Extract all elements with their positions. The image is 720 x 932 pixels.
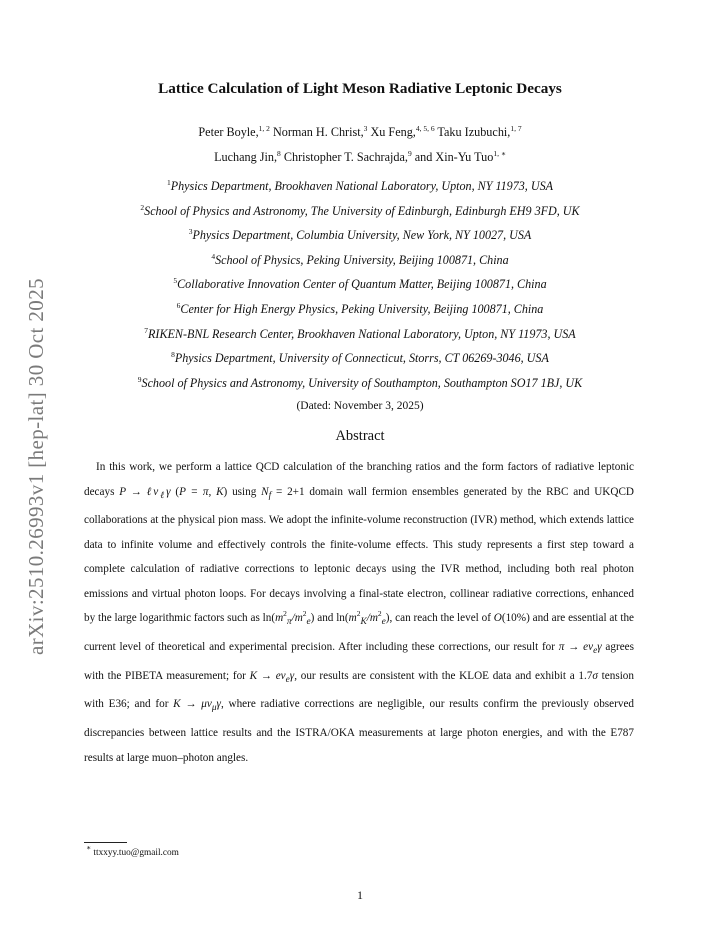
- affiliation-number: 8: [171, 350, 175, 360]
- math-meson: P = π, K: [179, 485, 224, 498]
- math-subscript: e: [593, 646, 598, 657]
- affiliation-text: School of Physics and Astronomy, The University of Edinburgh, Edinburgh EH9 3FD, UK: [144, 203, 580, 218]
- math-decay: P → ℓν: [119, 485, 159, 498]
- affiliation-item: [70, 248, 650, 273]
- math-subscript: π: [286, 617, 292, 628]
- math-mass: m: [275, 612, 284, 625]
- footnote-email-link[interactable]: ttxxyy.tuo@gmail.com: [91, 848, 179, 858]
- date-line: (Dated: November 3, 2025): [296, 400, 424, 412]
- math-photon: γ: [166, 485, 171, 498]
- author-affiliation-mark: 3: [363, 124, 368, 133]
- math-decay: K → eν: [249, 669, 286, 682]
- abstract-text: ), can reach the level of: [385, 612, 494, 625]
- author-name: Christopher T. Sachrajda,: [280, 150, 408, 164]
- affiliation-text: Physics Department, Columbia University, New York, NY 10027, USA: [192, 228, 532, 243]
- math-subscript: e: [306, 617, 311, 628]
- abstract-text: ) and ln(: [310, 612, 349, 625]
- affiliation-text: School of Physics, Peking University, Beijing 100871, China: [215, 252, 509, 267]
- affiliation-number: 7: [144, 325, 149, 335]
- arxiv-identifier-stamp[interactable]: arXiv:2510.26993v1 [hep-lat] 30 Oct 2025: [24, 277, 48, 655]
- author-name: Peter Boyle,: [198, 125, 259, 139]
- math-subscript: e: [285, 674, 290, 685]
- abstract-text: In this work, we perform a lattice QCD calculation of the branching ratios and the form factors of radiative leptonic decays: [84, 461, 634, 498]
- math-decay: K → μν: [173, 698, 212, 711]
- math-photon: γ: [216, 698, 221, 711]
- math-mass: /m: [366, 612, 378, 625]
- affiliation-text: RIKEN-BNL Research Center, Brookhaven National Laboratory, Upton, NY 11973, USA: [148, 326, 576, 341]
- abstract-text: (: [170, 485, 180, 498]
- affiliation-text: Center for High Energy Physics, Peking University, Beijing 100871, China: [180, 301, 544, 316]
- math-photon: γ: [289, 669, 295, 682]
- affiliation-item: [70, 297, 650, 322]
- math-subscript: e: [381, 617, 386, 628]
- math-decay: π → eν: [558, 640, 594, 653]
- math-sigma: σ: [592, 669, 598, 682]
- affiliation-number: 1: [166, 178, 171, 187]
- affiliation-item: [70, 223, 650, 248]
- affiliation-item: [70, 174, 650, 199]
- math-photon: γ: [597, 640, 602, 653]
- math-square: 2: [356, 609, 361, 619]
- author-list: [70, 120, 650, 170]
- page-number: 1: [357, 888, 363, 902]
- affiliation-number: 3: [188, 227, 193, 237]
- math-square: 2: [283, 609, 287, 619]
- math-mass: m: [348, 612, 357, 625]
- affiliation-number: 5: [173, 276, 178, 286]
- footnote-mark: ∗: [86, 843, 92, 852]
- author-line-1: [70, 120, 650, 145]
- affiliation-text: Physics Department, University of Connecticut, Storrs, CT 06269-3046, USA: [174, 351, 549, 366]
- author-affiliation-mark: 1, ∗: [493, 149, 506, 158]
- author-line-2: [70, 145, 650, 170]
- math-square: 2: [377, 609, 382, 619]
- math-subscript: μ: [211, 703, 217, 714]
- author-name: Norman H. Christ,: [269, 125, 364, 139]
- footnote: [86, 843, 179, 858]
- abstract-text: = 2+1 domain wall fermion ensembles generated by the RBC and UKQCD collaborations at the physical pion mass. We adopt the infinite-volume reconstruction (IVR) method, which extends lattice data to infinite volume and effectively controls the finite-volume effects. This study represents a first step toward a complete calculation of radiative corrections to leptonic decays using the IVR method, including both real photon emissions and virtual photon loops. For decays involving a final-state electron, collinear radiative corrections, enhanced by the large logarithmic factors such as ln(: [84, 485, 634, 625]
- abstract-heading: Abstract: [335, 428, 385, 444]
- abstract-text: , our results are consistent with the KLOE data and exhibit a 1.7: [294, 669, 593, 682]
- affiliation-list: [70, 174, 650, 395]
- abstract-text: ) using: [223, 485, 262, 498]
- author-affiliation-mark: 1, 2: [258, 124, 270, 133]
- affiliation-number: 2: [140, 202, 145, 212]
- abstract-text: , where radiative corrections are negligible, our results confirm the previously observed discrepancies between lattice results and the ISTRA/OKA measurements at large photon energies, and with the E787 results at large muon–photon angles.: [84, 698, 634, 764]
- author-name: and Xin-Yu Tuo: [411, 150, 494, 164]
- author-name: Xu Feng,: [367, 125, 416, 139]
- author-affiliation-mark: 9: [407, 149, 412, 158]
- affiliation-text: Physics Department, Brookhaven National Laboratory, Upton, NY 11973, USA: [170, 179, 554, 193]
- author-affiliation-mark: 4, 5, 6: [415, 124, 435, 133]
- abstract-text: (10%) and are essential at the current level of theoretical and experimental precision. After including these corrections, our result for: [84, 612, 635, 653]
- affiliation-text: Collaborative Innovation Center of Quantum Matter, Beijing 100871, China: [177, 277, 547, 292]
- abstract-text: agrees with the PIBETA measurement; for: [84, 640, 634, 682]
- math-nf: N: [261, 485, 269, 498]
- affiliation-item: [70, 272, 650, 297]
- paper-title: Lattice Calculation of Light Meson Radiative Leptonic Decays: [158, 80, 562, 97]
- affiliation-item: [70, 322, 650, 347]
- affiliation-item: [70, 346, 650, 371]
- affiliation-number: 4: [211, 251, 216, 261]
- abstract-body: [84, 455, 634, 770]
- affiliation-number: 9: [137, 374, 142, 384]
- affiliation-item: [70, 371, 650, 396]
- author-name: Luchang Jin,: [214, 150, 278, 164]
- math-subscript: f: [268, 490, 272, 501]
- author-affiliation-mark: 8: [277, 149, 281, 158]
- abstract-text: tension with E36; and for: [84, 669, 634, 711]
- affiliation-item: [70, 199, 650, 224]
- math-square: 2: [302, 609, 307, 619]
- affiliation-number: 6: [176, 300, 181, 310]
- affiliation-text: School of Physics and Astronomy, University of Southampton, Southampton SO17 1BJ, UK: [141, 375, 583, 390]
- author-affiliation-mark: 1, 7: [510, 124, 522, 133]
- math-subscript: ℓ: [158, 490, 167, 501]
- math-subscript: K: [360, 617, 367, 628]
- math-mass: /m: [291, 612, 303, 625]
- author-name: Taku Izubuchi,: [434, 125, 511, 139]
- math-order: O: [493, 612, 502, 625]
